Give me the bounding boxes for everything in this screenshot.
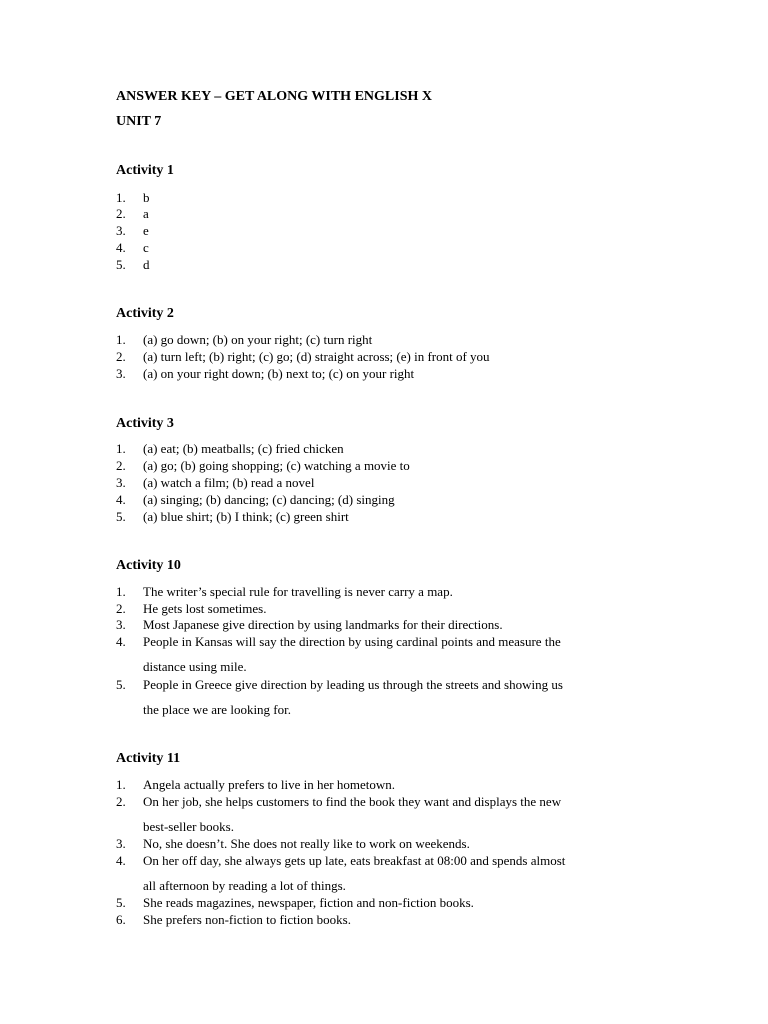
list-item (116, 205, 676, 222)
item-text: (a) watch a film; (b) read a novel (143, 475, 315, 490)
item-number: 1. (116, 190, 126, 205)
item-text: The writer’s special rule for travelling is never carry a map. (143, 584, 453, 599)
list-item (116, 835, 676, 852)
list-item (116, 222, 676, 239)
item-number: 3. (116, 836, 126, 851)
item-number: 1. (116, 777, 126, 792)
item-text: (a) go down; (b) on your right; (c) turn right (143, 332, 373, 347)
item-number: 1. (116, 332, 126, 347)
list-item (116, 676, 676, 693)
item-number: 5. (116, 677, 126, 692)
list-item (116, 348, 676, 365)
item-number: 5. (116, 895, 126, 910)
list-item (116, 852, 676, 869)
item-number: 3. (116, 617, 126, 632)
item-text: (a) go; (b) going shopping; (c) watching a movie to (143, 458, 410, 473)
item-number: 1. (116, 584, 126, 599)
item-number: 6. (116, 912, 126, 927)
list-item (116, 256, 676, 273)
item-number: 4. (116, 634, 126, 649)
item-text: (a) singing; (b) dancing; (c) dancing; (d) singing (143, 492, 395, 507)
item-text: People in Kansas will say the direction by using cardinal points and measure the (143, 634, 561, 649)
unit-title: UNIT 7 (116, 114, 162, 129)
item-text: b (143, 190, 150, 205)
item-continuation: distance using mile. (143, 659, 247, 674)
list-item (116, 189, 676, 206)
list-item (116, 508, 676, 525)
item-text: (a) blue shirt; (b) I think; (c) green shirt (143, 509, 349, 524)
item-continuation: the place we are looking for. (143, 702, 291, 717)
item-number: 2. (116, 206, 126, 221)
list-item (116, 894, 676, 911)
list-item (116, 633, 676, 650)
activity-11-heading: Activity 11 (116, 751, 181, 766)
list-item (116, 911, 676, 928)
item-text: No, she doesn’t. She does not really like to work on weekends. (143, 836, 470, 851)
item-text: Angela actually prefers to live in her hometown. (143, 777, 395, 792)
item-text: She reads magazines, newspaper, fiction and non-fiction books. (143, 895, 474, 910)
list-item (116, 793, 676, 810)
item-number: 2. (116, 601, 126, 616)
item-continuation: best-seller books. (143, 819, 234, 834)
item-text: People in Greece give direction by leading us through the streets and showing us (143, 677, 563, 692)
item-number: 3. (116, 366, 126, 381)
list-item (116, 583, 676, 600)
item-number: 4. (116, 492, 126, 507)
item-number: 4. (116, 853, 126, 868)
list-item (116, 491, 676, 508)
item-continuation: all afternoon by reading a lot of things. (143, 878, 346, 893)
item-text: e (143, 223, 149, 238)
item-text: She prefers non-fiction to fiction books. (143, 912, 351, 927)
item-text: c (143, 240, 149, 255)
list-item (116, 239, 676, 256)
list-item (116, 457, 676, 474)
activity-3-heading: Activity 3 (116, 416, 174, 431)
item-text: (a) on your right down; (b) next to; (c) on your right (143, 366, 415, 381)
item-number: 5. (116, 509, 126, 524)
item-text: (a) turn left; (b) right; (c) go; (d) straight across; (e) in front of you (143, 349, 490, 364)
activity-10-heading: Activity 10 (116, 558, 181, 573)
item-number: 2. (116, 349, 126, 364)
list-item (116, 365, 676, 382)
item-text: He gets lost sometimes. (143, 601, 267, 616)
list-item (116, 616, 676, 633)
document-title: ANSWER KEY – GET ALONG WITH ENGLISH X (116, 89, 432, 104)
list-item (116, 474, 676, 491)
item-text: d (143, 257, 150, 272)
item-text: On her off day, she always gets up late, eats breakfast at 08:00 and spends almost (143, 853, 566, 868)
item-text: Most Japanese give direction by using landmarks for their directions. (143, 617, 503, 632)
item-number: 2. (116, 794, 126, 809)
item-number: 4. (116, 240, 126, 255)
list-item (116, 600, 676, 617)
item-number: 3. (116, 475, 126, 490)
item-text: (a) eat; (b) meatballs; (c) fried chicken (143, 441, 344, 456)
item-number: 3. (116, 223, 126, 238)
item-number: 5. (116, 257, 126, 272)
activity-1-heading: Activity 1 (116, 163, 174, 178)
item-number: 1. (116, 441, 126, 456)
list-item (116, 440, 676, 457)
activity-2-heading: Activity 2 (116, 306, 174, 321)
item-text: a (143, 206, 149, 221)
list-item (116, 331, 676, 348)
list-item (116, 776, 676, 793)
item-number: 2. (116, 458, 126, 473)
item-text: On her job, she helps customers to find the book they want and displays the new (143, 794, 562, 809)
